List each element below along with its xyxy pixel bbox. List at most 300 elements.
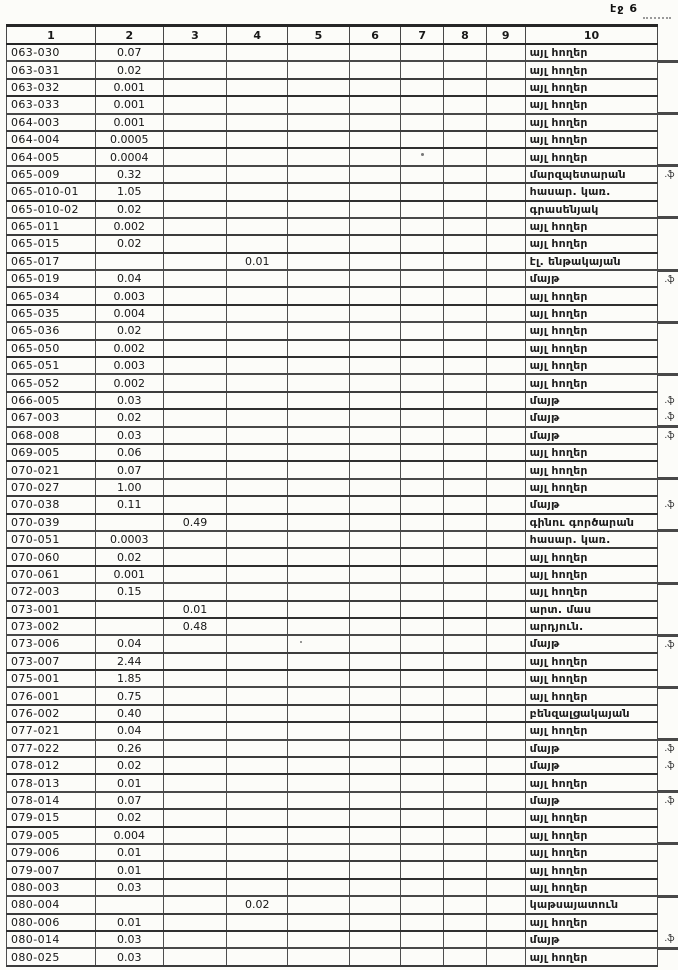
cell-empty-col9 <box>486 879 525 896</box>
cell-land-use: այլ հողեր <box>525 340 658 357</box>
cell-empty-col7 <box>401 340 444 357</box>
cell-area-col2: 0.01 <box>95 914 163 931</box>
cell-parcel-code: 072-003 <box>7 583 96 600</box>
cell-empty-col7 <box>401 722 444 739</box>
margin-note <box>658 548 678 565</box>
cell-empty-col6 <box>349 601 401 618</box>
cell-empty-col7 <box>401 931 444 948</box>
cell-parcel-code: 070-038 <box>7 496 96 513</box>
cell-empty-col9 <box>486 914 525 931</box>
cell-empty-col7 <box>401 618 444 635</box>
cell-empty-col6 <box>349 635 401 652</box>
cell-area-col4 <box>227 757 288 774</box>
table-row <box>7 740 678 757</box>
cell-empty-col8 <box>444 409 487 426</box>
cell-area-col4 <box>227 861 288 878</box>
table-row <box>7 96 678 113</box>
cell-empty-col7 <box>401 548 444 565</box>
cell-parcel-code: 080-025 <box>7 948 96 965</box>
cell-parcel-code: 069-005 <box>7 444 96 461</box>
table-row <box>7 166 678 183</box>
cell-empty-col9 <box>486 444 525 461</box>
margin-note <box>658 670 678 687</box>
cell-area-col3 <box>163 496 227 513</box>
cell-land-use: հասար. կառ. <box>525 531 658 548</box>
cell-area-col3 <box>163 61 227 78</box>
margin-note <box>658 809 678 826</box>
cell-empty-col6 <box>349 409 401 426</box>
cell-empty-col5 <box>288 792 350 809</box>
cell-land-use: մայթ <box>525 635 658 652</box>
cell-area-col3: 0.48 <box>163 618 227 635</box>
cell-empty-col7 <box>401 148 444 165</box>
table-row <box>7 305 678 322</box>
cell-empty-col7 <box>401 96 444 113</box>
cell-empty-col9 <box>486 496 525 513</box>
cell-land-use: այլ հողեր <box>525 114 658 131</box>
cell-empty-col8 <box>444 548 487 565</box>
cell-area-col4 <box>227 61 288 78</box>
margin-note <box>658 948 678 965</box>
cell-parcel-code: 065-010-01 <box>7 183 96 200</box>
cell-area-col3 <box>163 148 227 165</box>
cell-land-use: այլ հողեր <box>525 357 658 374</box>
cell-empty-col8 <box>444 566 487 583</box>
cell-area-col2: 0.002 <box>95 374 163 391</box>
cell-parcel-code: 079-015 <box>7 809 96 826</box>
cell-parcel-code: 079-005 <box>7 827 96 844</box>
cell-empty-col5 <box>288 340 350 357</box>
cell-empty-col7 <box>401 496 444 513</box>
cell-area-col2: 0.0004 <box>95 148 163 165</box>
cell-empty-col9 <box>486 374 525 391</box>
table-row <box>7 844 678 861</box>
cell-area-col2: 0.001 <box>95 96 163 113</box>
margin-note <box>658 235 678 252</box>
cell-area-col4 <box>227 583 288 600</box>
cell-area-col2: 1.85 <box>95 670 163 687</box>
cell-parcel-code: 063-033 <box>7 96 96 113</box>
table-row <box>7 566 678 583</box>
cell-land-use: այլ հողեր <box>525 653 658 670</box>
cell-area-col3 <box>163 96 227 113</box>
cell-empty-col7 <box>401 531 444 548</box>
cell-land-use: այլ հողեր <box>525 809 658 826</box>
column-header-5: 5 <box>288 26 350 45</box>
cell-area-col3 <box>163 757 227 774</box>
header-row <box>7 26 678 45</box>
cell-empty-col5 <box>288 948 350 965</box>
cell-area-col2: 0.40 <box>95 705 163 722</box>
cell-parcel-code: 068-008 <box>7 427 96 444</box>
cell-area-col2: 0.75 <box>95 687 163 704</box>
cell-empty-col8 <box>444 44 487 61</box>
cell-parcel-code: 065-050 <box>7 340 96 357</box>
cell-empty-col9 <box>486 96 525 113</box>
cell-area-col2: 0.01 <box>95 861 163 878</box>
table-row <box>7 479 678 496</box>
cell-area-col4 <box>227 287 288 304</box>
cell-empty-col5 <box>288 201 350 218</box>
margin-note <box>658 914 678 931</box>
cell-land-use: կաթսայատուն <box>525 896 658 913</box>
cell-empty-col9 <box>486 844 525 861</box>
table-row <box>7 879 678 896</box>
cell-area-col2: 0.26 <box>95 740 163 757</box>
cell-empty-col5 <box>288 740 350 757</box>
margin-note: .ֆ <box>658 931 678 948</box>
cell-parcel-code: 065-010-02 <box>7 201 96 218</box>
cell-land-use: այլ հողեր <box>525 44 658 61</box>
cell-area-col3: 0.49 <box>163 514 227 531</box>
cell-land-use: այլ հողեր <box>525 479 658 496</box>
cell-empty-col5 <box>288 687 350 704</box>
cell-empty-col9 <box>486 392 525 409</box>
cell-area-col3 <box>163 131 227 148</box>
cell-area-col2: 0.03 <box>95 392 163 409</box>
cell-area-col4 <box>227 548 288 565</box>
cell-empty-col6 <box>349 374 401 391</box>
cell-empty-col5 <box>288 531 350 548</box>
cell-empty-col7 <box>401 861 444 878</box>
cell-empty-col6 <box>349 670 401 687</box>
margin-note: .ֆ <box>664 744 675 755</box>
cell-land-use: այլ հողեր <box>525 218 658 235</box>
cell-area-col3 <box>163 235 227 252</box>
cell-area-col3 <box>163 531 227 548</box>
cell-area-col2: 0.03 <box>95 427 163 444</box>
cell-empty-col8 <box>444 479 487 496</box>
cell-empty-col6 <box>349 148 401 165</box>
margin-note <box>658 653 678 670</box>
cell-land-use: այլ հողեր <box>525 722 658 739</box>
cell-land-use: այլ հողեր <box>525 914 658 931</box>
margin-note <box>658 96 678 113</box>
cell-area-col4 <box>227 148 288 165</box>
cell-area-col3 <box>163 792 227 809</box>
margin-note <box>658 861 678 878</box>
cell-empty-col9 <box>486 44 525 61</box>
cell-area-col3 <box>163 79 227 96</box>
cell-area-col4 <box>227 601 288 618</box>
cell-empty-col7 <box>401 374 444 391</box>
cell-empty-col6 <box>349 235 401 252</box>
cell-parcel-code: 078-013 <box>7 774 96 791</box>
margin-note <box>658 827 678 844</box>
cell-empty-col7 <box>401 444 444 461</box>
cell-empty-col5 <box>288 218 350 235</box>
column-header-2: 2 <box>95 26 163 45</box>
cell-area-col4 <box>227 514 288 531</box>
cell-area-col2 <box>95 601 163 618</box>
cell-empty-col8 <box>444 131 487 148</box>
cell-empty-col9 <box>486 635 525 652</box>
cell-area-col2: 0.001 <box>95 79 163 96</box>
cell-land-use: այլ հողեր <box>525 148 658 165</box>
cell-empty-col9 <box>486 896 525 913</box>
cell-land-use: այլ հողեր <box>525 844 658 861</box>
cell-empty-col7 <box>401 670 444 687</box>
cell-empty-col9 <box>486 705 525 722</box>
cell-empty-col7 <box>401 809 444 826</box>
cell-area-col4 <box>227 305 288 322</box>
cell-land-use: այլ հողեր <box>525 861 658 878</box>
cell-empty-col5 <box>288 270 350 287</box>
cell-parcel-code: 080-014 <box>7 931 96 948</box>
cell-empty-col9 <box>486 305 525 322</box>
cell-empty-col8 <box>444 583 487 600</box>
cell-area-col2 <box>95 618 163 635</box>
cell-empty-col6 <box>349 687 401 704</box>
cell-empty-col9 <box>486 653 525 670</box>
cell-empty-col9 <box>486 514 525 531</box>
margin-note <box>658 879 678 896</box>
cell-parcel-code: 073-001 <box>7 601 96 618</box>
cell-empty-col8 <box>444 931 487 948</box>
cell-empty-col5 <box>288 514 350 531</box>
cell-area-col4 <box>227 444 288 461</box>
cell-empty-col9 <box>486 148 525 165</box>
table-row <box>7 357 678 374</box>
cell-empty-col7 <box>401 114 444 131</box>
table-row <box>7 931 678 948</box>
cell-area-col3 <box>163 670 227 687</box>
margin-note <box>658 357 678 374</box>
cell-empty-col6 <box>349 479 401 496</box>
cell-empty-col6 <box>349 844 401 861</box>
cell-area-col3 <box>163 809 227 826</box>
cell-empty-col7 <box>401 757 444 774</box>
cell-area-col2: 0.01 <box>95 844 163 861</box>
cell-area-col4: 0.01 <box>227 253 288 270</box>
cell-area-col3 <box>163 287 227 304</box>
cell-parcel-code: 079-006 <box>7 844 96 861</box>
cell-area-col3 <box>163 183 227 200</box>
cell-empty-col8 <box>444 705 487 722</box>
cell-empty-col8 <box>444 618 487 635</box>
cell-empty-col8 <box>444 496 487 513</box>
cell-area-col2: 0.02 <box>95 757 163 774</box>
cell-area-col4 <box>227 792 288 809</box>
cell-empty-col5 <box>288 931 350 948</box>
cell-area-col4 <box>227 340 288 357</box>
cell-empty-col7 <box>401 653 444 670</box>
cell-empty-col9 <box>486 479 525 496</box>
cell-area-col2: 1.05 <box>95 183 163 200</box>
cell-area-col2: 0.001 <box>95 114 163 131</box>
margin-note <box>658 722 678 739</box>
table-row <box>7 427 678 444</box>
cell-area-col3 <box>163 444 227 461</box>
cell-empty-col8 <box>444 61 487 78</box>
cell-empty-col7 <box>401 566 444 583</box>
cell-empty-col5 <box>288 809 350 826</box>
cell-empty-col6 <box>349 44 401 61</box>
cell-empty-col8 <box>444 79 487 96</box>
cell-area-col3 <box>163 392 227 409</box>
margin-note <box>658 183 678 200</box>
cell-empty-col5 <box>288 914 350 931</box>
column-header-6: 6 <box>349 26 401 45</box>
cell-empty-col5 <box>288 635 350 652</box>
cell-area-col3 <box>163 861 227 878</box>
cell-empty-col8 <box>444 96 487 113</box>
cell-empty-col8 <box>444 270 487 287</box>
cell-empty-col7 <box>401 183 444 200</box>
cell-empty-col9 <box>486 566 525 583</box>
cell-area-col3 <box>163 253 227 270</box>
cell-land-use: այլ հողեր <box>525 566 658 583</box>
cell-area-col3 <box>163 705 227 722</box>
cell-empty-col5 <box>288 722 350 739</box>
margin-note <box>658 705 678 722</box>
cell-parcel-code: 073-007 <box>7 653 96 670</box>
cell-area-col2: 2.44 <box>95 653 163 670</box>
table-row <box>7 148 678 165</box>
margin-note <box>658 287 678 304</box>
cell-empty-col6 <box>349 79 401 96</box>
cell-land-use: այլ հողեր <box>525 96 658 113</box>
cell-area-col2: 0.07 <box>95 44 163 61</box>
cell-empty-col6 <box>349 914 401 931</box>
cell-empty-col7 <box>401 896 444 913</box>
cell-area-col3 <box>163 44 227 61</box>
cell-empty-col7 <box>401 201 444 218</box>
cell-empty-col9 <box>486 601 525 618</box>
cell-area-col3 <box>163 948 227 965</box>
table-row <box>7 461 678 478</box>
margin-note <box>658 322 678 339</box>
cell-empty-col5 <box>288 861 350 878</box>
margin-header-spacer <box>658 26 678 45</box>
column-header-7: 7 <box>401 26 444 45</box>
cell-area-col2: 0.001 <box>95 566 163 583</box>
table-row <box>7 774 678 791</box>
cell-empty-col7 <box>401 427 444 444</box>
cell-empty-col9 <box>486 287 525 304</box>
cell-area-col2: 0.02 <box>95 809 163 826</box>
cell-parcel-code: 077-021 <box>7 722 96 739</box>
cell-parcel-code: 065-015 <box>7 235 96 252</box>
table-row <box>7 792 678 809</box>
cell-empty-col5 <box>288 566 350 583</box>
table-row <box>7 61 678 78</box>
cell-empty-col8 <box>444 305 487 322</box>
margin-note: .ֆ <box>664 274 675 285</box>
cell-empty-col8 <box>444 444 487 461</box>
cell-parcel-code: 065-034 <box>7 287 96 304</box>
cell-empty-col6 <box>349 861 401 878</box>
cell-empty-col8 <box>444 166 487 183</box>
cell-land-use: այլ հողեր <box>525 79 658 96</box>
cell-land-use: մայթ <box>525 427 658 444</box>
margin-note <box>658 61 678 78</box>
column-header-1: 1 <box>7 26 96 45</box>
cell-land-use: այլ հողեր <box>525 322 658 339</box>
margin-note <box>658 131 678 148</box>
cell-area-col4 <box>227 374 288 391</box>
cell-empty-col7 <box>401 461 444 478</box>
column-header-8: 8 <box>444 26 487 45</box>
margin-note: .ֆ <box>664 170 675 181</box>
cell-land-use: այլ հողեր <box>525 774 658 791</box>
cell-empty-col6 <box>349 357 401 374</box>
cell-land-use: այլ հողեր <box>525 287 658 304</box>
cell-empty-col5 <box>288 601 350 618</box>
table-row <box>7 131 678 148</box>
cell-empty-col7 <box>401 740 444 757</box>
margin-note <box>658 514 678 531</box>
margin-note <box>658 844 678 861</box>
cell-empty-col8 <box>444 427 487 444</box>
cell-area-col4 <box>227 740 288 757</box>
cell-empty-col5 <box>288 583 350 600</box>
cell-empty-col8 <box>444 514 487 531</box>
cell-empty-col6 <box>349 583 401 600</box>
cell-empty-col8 <box>444 653 487 670</box>
cell-parcel-code: 065-035 <box>7 305 96 322</box>
cell-area-col4 <box>227 879 288 896</box>
cell-parcel-code: 079-007 <box>7 861 96 878</box>
cell-area-col3 <box>163 409 227 426</box>
margin-note <box>658 114 678 131</box>
margin-note <box>658 79 678 96</box>
cell-area-col4 <box>227 166 288 183</box>
margin-note: .ֆ <box>658 409 678 426</box>
cell-empty-col7 <box>401 166 444 183</box>
table-row <box>7 392 678 409</box>
cell-parcel-code: 063-031 <box>7 61 96 78</box>
cell-empty-col9 <box>486 201 525 218</box>
table-row <box>7 496 678 513</box>
cell-parcel-code: 065-011 <box>7 218 96 235</box>
cell-empty-col9 <box>486 183 525 200</box>
cell-area-col4 <box>227 670 288 687</box>
cell-empty-col5 <box>288 653 350 670</box>
cell-empty-col8 <box>444 601 487 618</box>
cell-empty-col7 <box>401 235 444 252</box>
cell-empty-col9 <box>486 427 525 444</box>
table-row <box>7 114 678 131</box>
margin-note <box>658 253 678 270</box>
cell-area-col3 <box>163 879 227 896</box>
cell-area-col2: 0.002 <box>95 218 163 235</box>
cell-empty-col9 <box>486 548 525 565</box>
table-row <box>7 444 678 461</box>
cell-parcel-code: 073-006 <box>7 635 96 652</box>
cell-land-use: էլ. ենթակայան <box>525 253 658 270</box>
cell-empty-col5 <box>288 427 350 444</box>
table-row <box>7 757 678 774</box>
cell-area-col2: 0.32 <box>95 166 163 183</box>
cell-empty-col6 <box>349 270 401 287</box>
cell-empty-col8 <box>444 896 487 913</box>
cell-empty-col6 <box>349 618 401 635</box>
cell-land-use: մայթ <box>525 757 658 774</box>
cell-empty-col6 <box>349 653 401 670</box>
cell-area-col2: 1.00 <box>95 479 163 496</box>
cell-empty-col8 <box>444 914 487 931</box>
cell-parcel-code: 067-003 <box>7 409 96 426</box>
table-row <box>7 322 678 339</box>
margin-note: .ֆ <box>664 796 675 807</box>
cell-empty-col9 <box>486 166 525 183</box>
cell-empty-col7 <box>401 879 444 896</box>
cell-empty-col7 <box>401 914 444 931</box>
margin-note <box>658 774 678 791</box>
cell-empty-col8 <box>444 827 487 844</box>
margin-note <box>658 531 678 548</box>
